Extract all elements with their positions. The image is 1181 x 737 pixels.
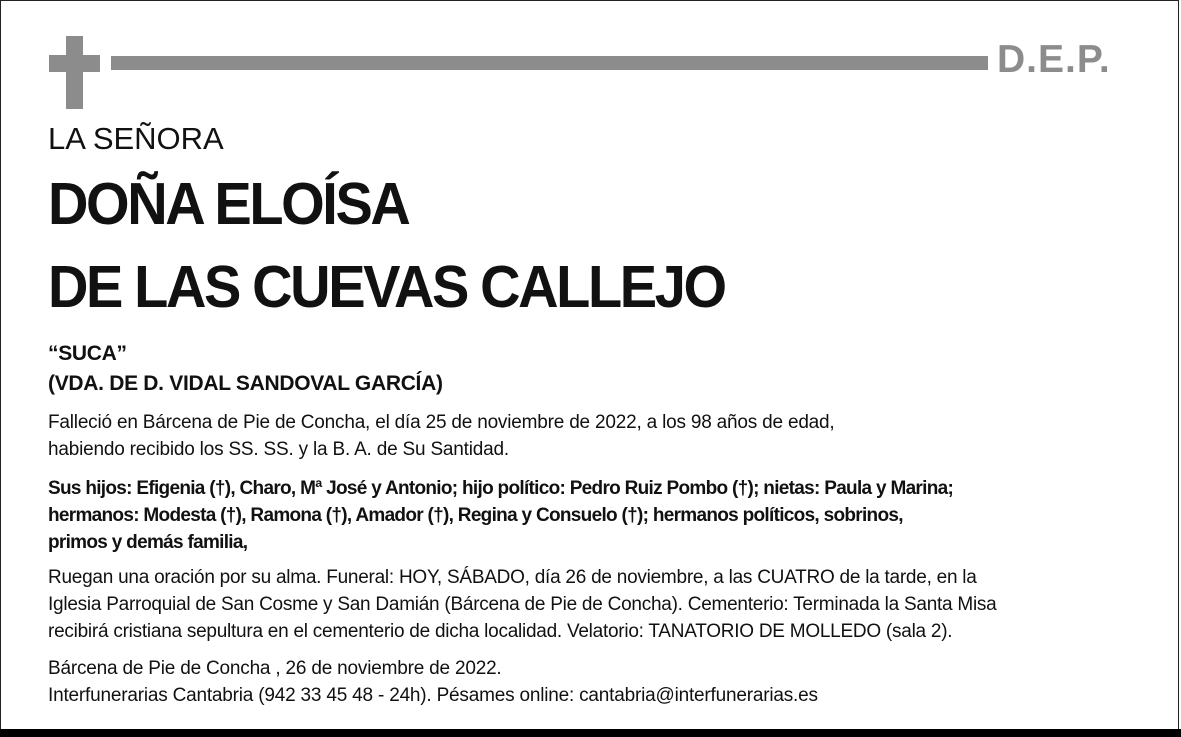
funeral-line: Iglesia Parroquial de San Cosme y San Damián (Bárcena de Pie de Concha). Cementerio: Terminada la Santa Misa: [48, 594, 997, 615]
deceased-name-line2: DE LAS CUEVAS CALLEJO: [48, 252, 725, 320]
family-list: [48, 475, 1168, 556]
funeral-line: Ruegan una oración por su alma. Funeral: HOY, SÁBADO, día 26 de noviembre, a las CUATRO de la tarde, en la: [48, 567, 977, 588]
bottom-border: [0, 729, 1181, 737]
cross-icon-bar: [49, 55, 100, 72]
death-notice-line: habiendo recibido los SS. SS. y la B. A. de Su Santidad.: [48, 439, 509, 460]
cross-icon: [66, 36, 83, 109]
footer: [48, 655, 1168, 709]
dep-label: D.E.P.: [997, 38, 1111, 81]
death-notice: [48, 409, 1168, 463]
family-line: primos y demás familia,: [48, 532, 248, 553]
deceased-name-line1: DOÑA ELOÍSA: [48, 169, 409, 237]
header-rule: [111, 56, 988, 70]
deceased-nickname: “SUCA”: [48, 342, 127, 365]
funeral-line: recibirá cristiana sepultura en el cementerio de dicha localidad. Velatorio: TANATORIO DE MOLLEDO (sala 2).: [48, 621, 953, 642]
death-notice-line: Falleció en Bárcena de Pie de Concha, el día 25 de noviembre de 2022, a los 98 años de edad,: [48, 412, 835, 433]
family-line: Sus hijos: Efigenia (†), Charo, Mª José y Antonio; hijo político: Pedro Ruiz Pombo (†); nietas: Paula y Marina;: [48, 478, 954, 499]
place-date: Bárcena de Pie de Concha , 26 de noviembre de 2022.: [48, 658, 502, 679]
funeral-details: [48, 564, 1168, 645]
deceased-prefix: LA SEÑORA: [48, 121, 224, 156]
family-line: hermanos: Modesta (†), Ramona (†), Amador (†), Regina y Consuelo (†); hermanos políticos, sobrinos,: [48, 505, 903, 526]
contact-info: Interfunerarias Cantabria (942 33 45 48 - 24h). Pésames online: cantabria@interfunerarias.es: [48, 685, 818, 706]
deceased-widow-of: (VDA. DE D. VIDAL SANDOVAL GARCÍA): [48, 372, 443, 395]
